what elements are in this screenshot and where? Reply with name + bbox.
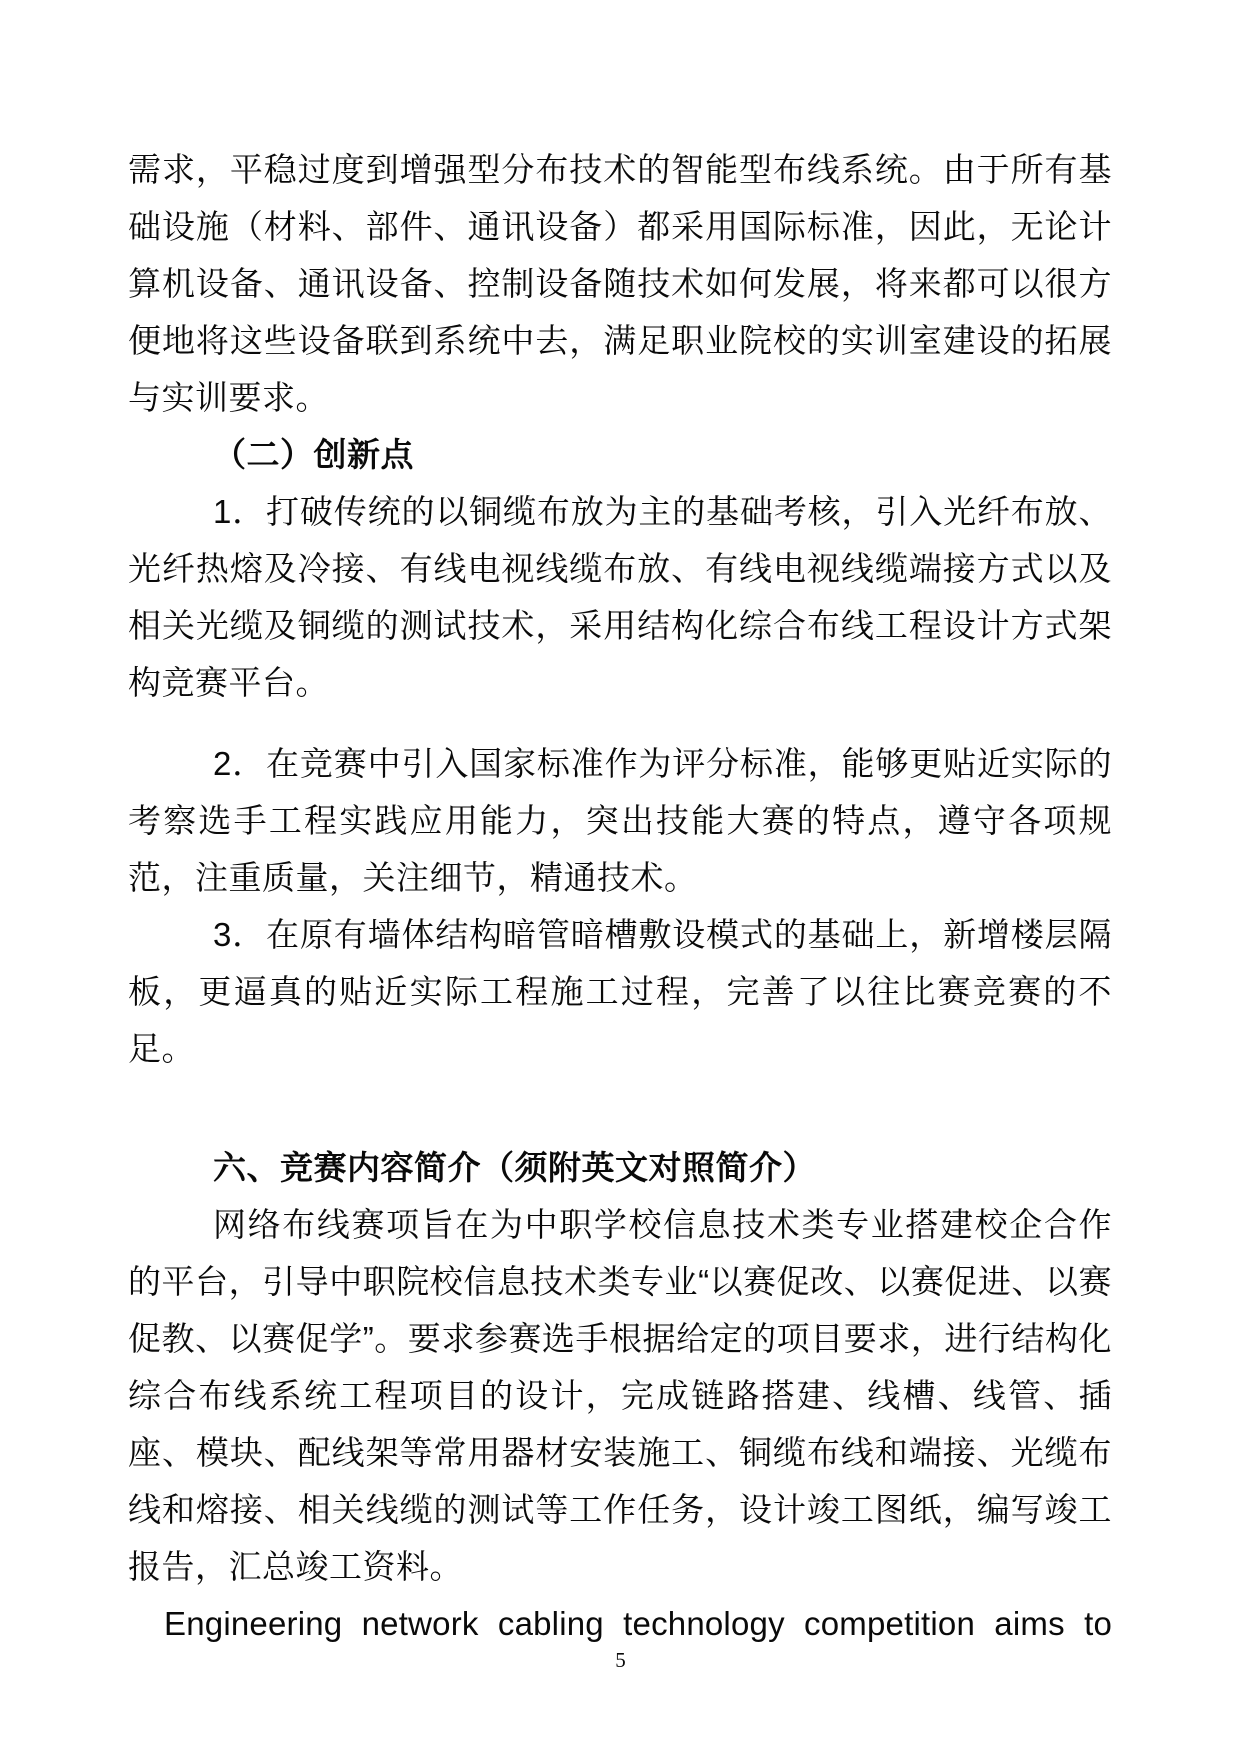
competition-intro-paragraph-cn: 网络布线赛项旨在为中职学校信息技术类专业搭建校企合作的平台，引导中职院校信息技术类专业“以赛促改、以赛促进、以赛促教、以赛促学”。要求参赛选手根据给定的项目要求，进行结构化综合布线系统工程项目的设计，完成链路搭建、线槽、线管、插座、模块、配线架等常用器材安装施工、铜缆布线和端接、光缆布线和熔接、相关线缆的测试等工作任务，设计竣工图纸，编写竣工报告，汇总竣工资料。 [128, 1206, 1112, 1585]
document-body [128, 141, 1112, 1652]
section-heading-innovation-points: （二）创新点 [213, 436, 414, 473]
innovation-item-2: 2．在竞赛中引入国家标准作为评分标准，能够更贴近实际的考察选手工程实践应用能力，突出技能大赛的特点，遵守各项规范，注重质量，关注细节，精通技术。 [128, 745, 1112, 896]
paragraph-continuation: 需求，平稳过度到增强型分布技术的智能型布线系统。由于所有基础设施（材料、部件、通讯设备）都采用国际标准，因此，无论计算机设备、通讯设备、控制设备随技术如何发展，将来都可以很方便地将这些设备联到系统中去，满足职业院校的实训室建设的拓展与实训要求。 [128, 151, 1112, 416]
page-number: 5 [615, 1648, 626, 1672]
innovation-item-1: 1．打破传统的以铜缆布放为主的基础考核，引入光纤布放、光纤热熔及冷接、有线电视线缆布放、有线电视线缆端接方式以及相关光缆及铜缆的测试技术，采用结构化综合布线工程设计方式架构竞赛平台。 [128, 493, 1112, 701]
section-heading-competition-content-intro: 六、竞赛内容简介（须附英文对照简介） [213, 1149, 816, 1186]
innovation-item-3: 3．在原有墙体结构暗管暗槽敷设模式的基础上，新增楼层隔板，更逼真的贴近实际工程施工过程，完善了以往比赛竞赛的不足。 [128, 916, 1112, 1067]
competition-intro-english-line: Engineering network cabling technology competition aims to [164, 1605, 1112, 1642]
